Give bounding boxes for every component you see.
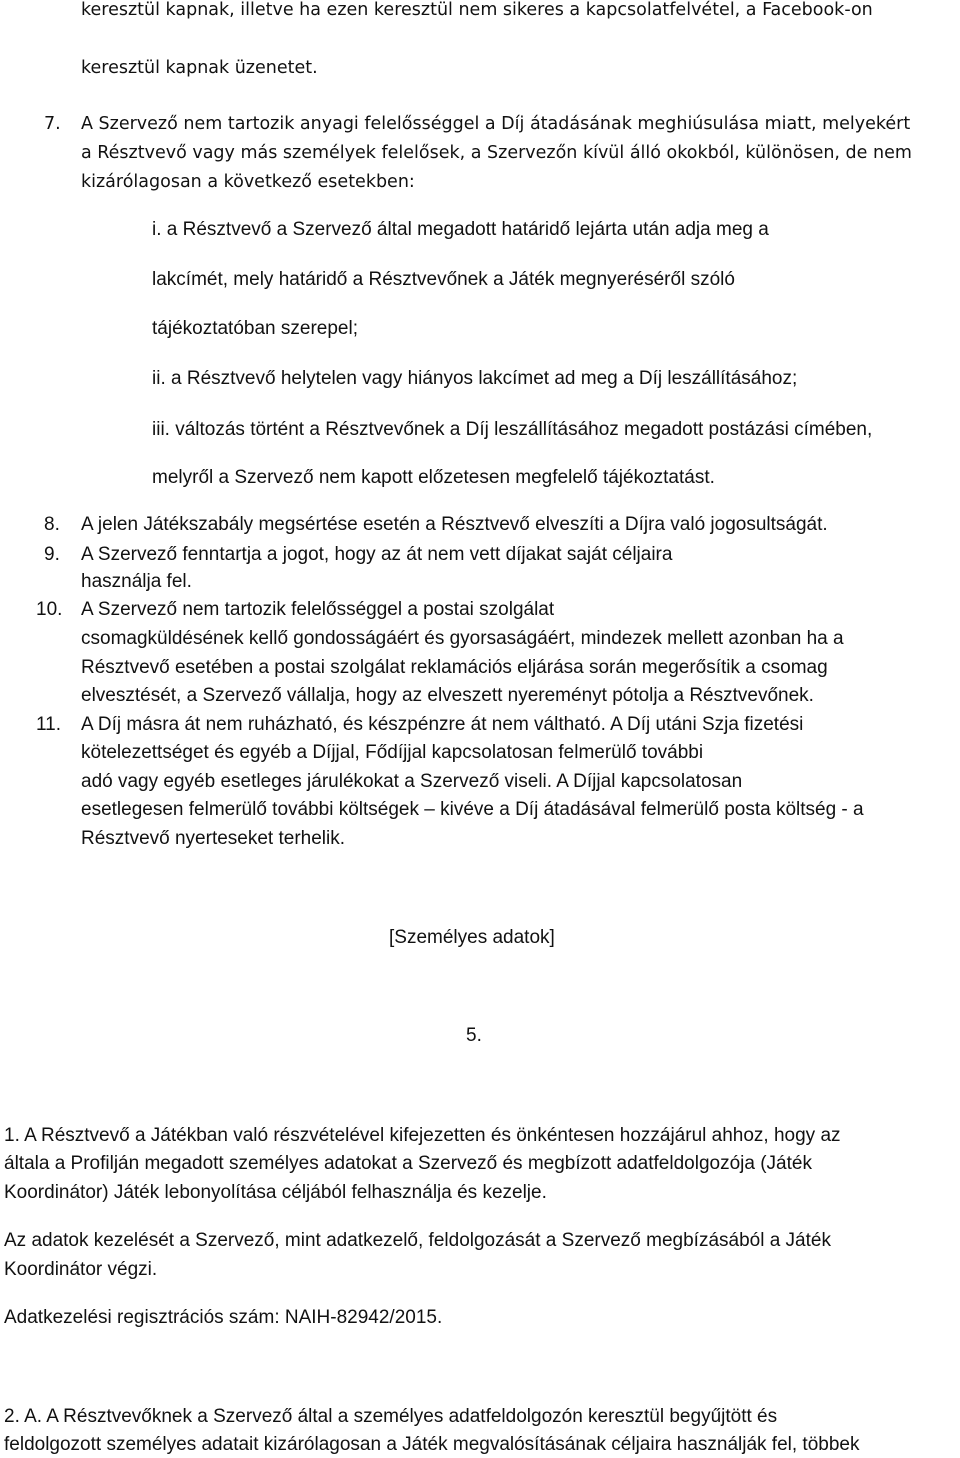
item-7-sub-i-line-3: tájékoztatóban szerepel; — [152, 318, 358, 339]
item-7-sub-ii: ii. a Résztvevő helytelen vagy hiányos lakcímet ad meg a Díj leszállításához; — [152, 368, 798, 389]
item-8-line-1: A jelen Játékszabály megsértése esetén a Résztvevő elveszíti a Díjra való jogosultságát. — [81, 514, 828, 535]
item-7-line-3: kizárólagosan a következő esetekben: — [81, 172, 415, 192]
item-7-sub-i-line-1: i. a Résztvevő a Szervező által megadott határidő lejárta után adja meg a — [152, 219, 769, 240]
intro-line-1: keresztül kapnak, illetve ha ezen keresztül nem sikeres a kapcsolatfelvétel, a Facebook-on — [81, 0, 873, 20]
item-7-line-1: A Szervező nem tartozik anyagi felelősséggel a Díj átadásának meghiúsulása miatt, melyekért — [81, 114, 911, 134]
item-11-line-1: A Díj másra át nem ruházható, és készpénzre át nem váltható. A Díj utáni Szja fizetési — [81, 714, 804, 735]
intro-line-2: keresztül kapnak üzenetet. — [81, 58, 318, 78]
item-8-number: 8. — [44, 514, 60, 535]
item-10-number: 10. — [36, 599, 63, 620]
section-heading: [Személyes adatok] — [389, 927, 555, 948]
item-7-line-2: a Résztvevő vagy más személyek felelősek, a Szervezőn kívül álló okokból, különösen, de nem — [81, 143, 912, 163]
para-2-line-1: Az adatok kezelését a Szervező, mint adatkezelő, feldolgozását a Szervező megbízásából a Játék — [4, 1230, 831, 1251]
item-7-sub-iii-line-2: melyről a Szervező nem kapott előzetesen megfelelő tájékoztatást. — [152, 467, 715, 488]
item-11-number: 11. — [36, 714, 62, 735]
para-4-line-1: 2. A. A Résztvevőknek a Szervező által a személyes adatfeldolgozón keresztül begyűjtött és — [4, 1406, 778, 1427]
item-7-number: 7. — [44, 114, 61, 134]
para-2-line-2: Koordinátor végzi. — [4, 1259, 158, 1280]
item-11-line-3: adó vagy egyéb esetleges járulékokat a Szervező viseli. A Díjjal kapcsolatosan — [81, 771, 743, 792]
para-1-line-2: általa a Profilján megadott személyes adatokat a Szervező és megbízott adatfeldolgozója (Játék — [4, 1153, 812, 1174]
item-10-line-1: A Szervező nem tartozik felelősséggel a postai szolgálat — [81, 599, 555, 620]
item-10-line-3: Résztvevő esetében a postai szolgálat reklamációs eljárása során megerősítik a csomag — [81, 657, 828, 678]
item-9-line-2: használja fel. — [81, 571, 192, 592]
item-7-sub-iii-line-1: iii. változás történt a Résztvevőnek a Díj leszállításához megadott postázási címében, — [152, 419, 873, 440]
registration-number: Adatkezelési regisztrációs szám: NAIH-82942/2015. — [4, 1307, 443, 1328]
para-1-line-1: 1. A Résztvevő a Játékban való részvételével kifejezetten és önkéntesen hozzájárul ahhoz, hogy az — [4, 1125, 841, 1146]
item-10-line-4: elvesztését, a Szervező vállalja, hogy az elveszett nyereményt pótolja a Résztvevőnek. — [81, 685, 814, 706]
section-number: 5. — [466, 1025, 482, 1046]
para-1-line-3: Koordinátor) Játék lebonyolítása céljából felhasználja és kezelje. — [4, 1182, 547, 1203]
item-11-line-4: esetlegesen felmerülő további költségek – kivéve a Díj átadásával felmerülő posta költség - a — [81, 799, 864, 820]
item-7-sub-i-line-2: lakcímét, mely határidő a Résztvevőnek a Játék megnyeréséről szóló — [152, 269, 735, 290]
item-10-line-2: csomagküldésének kellő gondosságáért és gyorsaságáért, mindezek mellett azonban ha a — [81, 628, 844, 649]
para-4-line-2: feldolgozott személyes adatait kizárólagosan a Játék megvalósításának céljaira használják fel, többek — [4, 1434, 860, 1455]
item-9-line-1: A Szervező fenntartja a jogot, hogy az át nem vett díjakat saját céljaira — [81, 544, 673, 565]
item-11-line-5: Résztvevő nyerteseket terhelik. — [81, 828, 346, 849]
item-9-number: 9. — [44, 544, 60, 565]
item-11-line-2: kötelezettséget és egyéb a Díjjal, Fődíjjal kapcsolatosan felmerülő további — [81, 742, 704, 763]
